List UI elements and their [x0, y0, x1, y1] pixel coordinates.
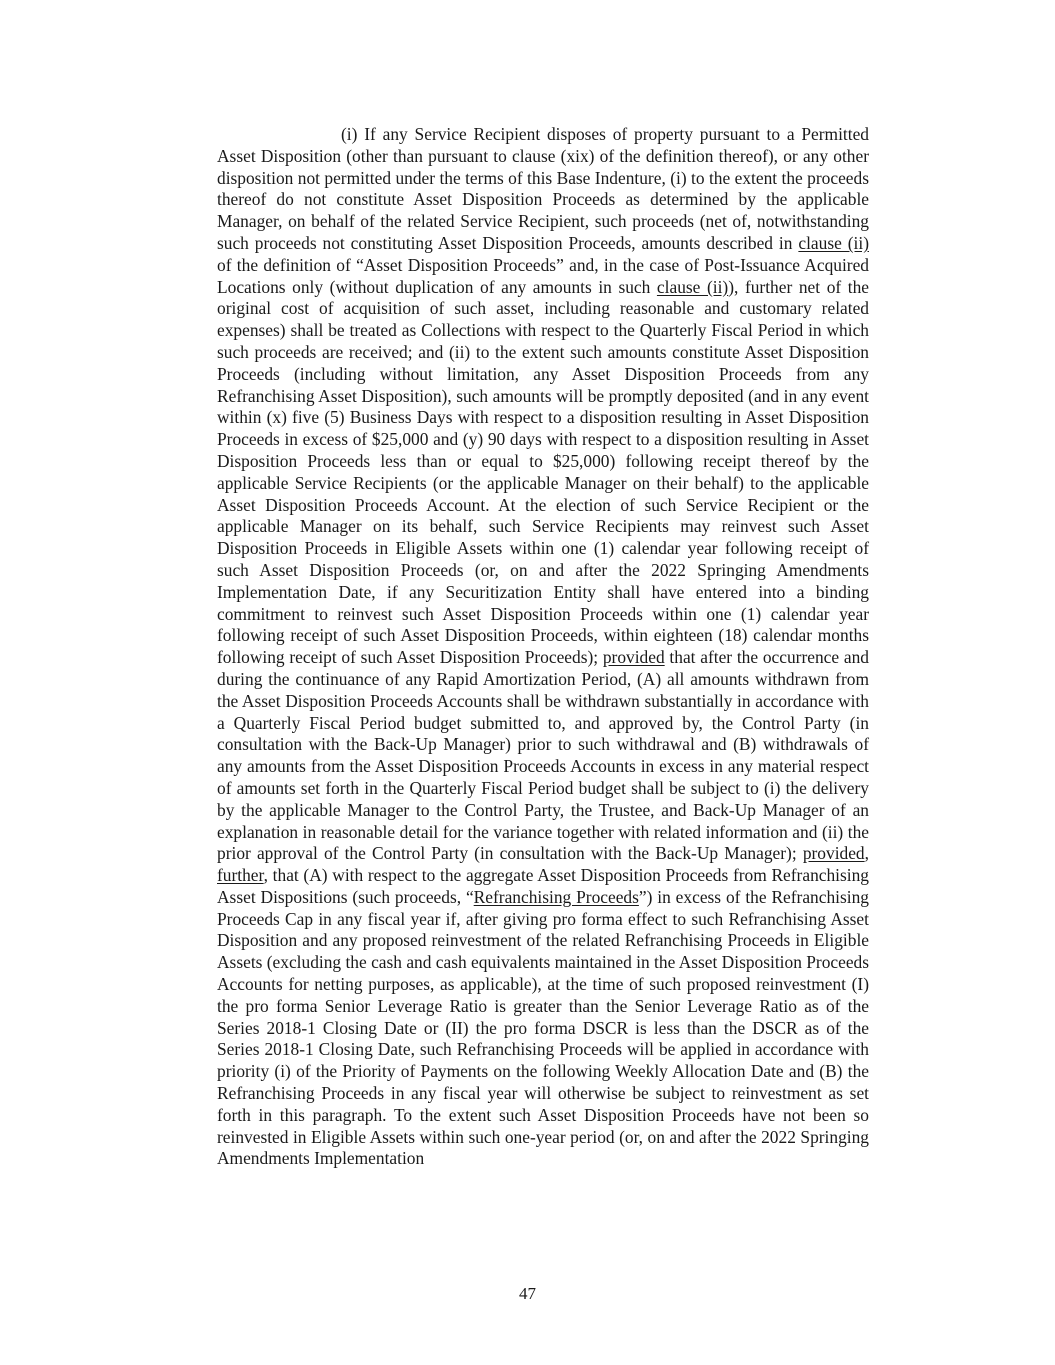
paragraph-text: ”) in excess of the Refranchising Proceeds Cap in any fiscal year if, after giving pro forma effect to such Refranchising Asset Disposition and any proposed reinvestment of the related Refranchising Proceeds in Eligible Assets (excluding the cash and cash equivalents maintained in the Asset Disposition Proceeds Accounts for netting purposes, as applicable), at the time of such proposed reinvestment (I) the pro forma Senior Leverage Ratio is greater than the Senior Leverage Ratio as of the Series 2018-1 Closing Date or (II) the pro forma DSCR is less than the DSCR as of the Series 2018-1 Closing Date, such Refranchising Proceeds will be applied in accordance with priority (i) of the Priority of Payments on the following Weekly Allocation Date and (B) the Refranchising Proceeds in any fiscal year will otherwise be subject to reinvestment as set forth in this paragraph. To the extent such Asset Disposition Proceeds have not been so reinvested in Eligible Assets within such one-year period (or, on and after the 2022 Springing Amendments Implementation [217, 886, 870, 1169]
paragraph-text: , [864, 843, 869, 864]
further-term: further [217, 865, 264, 886]
clause-ii-reference: clause (ii) [656, 276, 729, 297]
paragraph-text: ), further net of the original cost of acquisition of such asset, including reasonable and customary related expenses) shall be treated as Collections with respect to the Quarterly Fiscal Period in which such proceeds are received; and (ii) to the extent such amounts constitute Asset Disposition Proceeds (including without limitation, any Asset Disposition Proceeds from any Refranchising Asset Disposition), such amounts will be promptly deposited (and in any event within (x) five (5) Business Days with respect to a disposition resulting in Asset Disposition Proceeds in excess of $25,000 and (y) 90 days with respect to a disposition resulting in Asset Disposition Proceeds less than or equal to $25,000) following receipt thereof by the applicable Service Recipients (or the applicable Manager on their behalf) to the applicable Asset Disposition Proceeds Account. At the election of such Service Recipient or the applicable Manager on its behalf, such Service Recipients may reinvest such Asset Disposition Proceeds in Eligible Assets within one (1) calendar year following receipt of such Asset Disposition Proceeds (or, on and after the 2022 Springing Amendments Implementation Date, if any Securitization Entity shall have entered into a binding commitment to reinvest such Asset Disposition Proceeds within one (1) calendar year following receipt of such Asset Disposition Proceeds, within eighteen (18) calendar months following receipt of such Asset Disposition Proceeds); [217, 276, 870, 668]
paragraph-text: , that (A) with respect to the aggregate Asset Disposition Proceeds from Refranchising Asset Dispositions (such proceeds, “ [217, 865, 869, 907]
page-number: 47 [519, 1284, 536, 1303]
paragraph-text: of the definition of “Asset Disposition Proceeds” and, in the case of Post-Issuance Acquired Locations only (without duplication of any amounts in such [217, 254, 869, 297]
paragraph-text: (i) If any Service Recipient disposes of property pursuant to a Permitted Asset Disposition (other than pursuant to clause (xix) of the definition thereof), or any other disposition not permitted under the terms of this Base Indenture, (i) to the extent the proceeds thereof do not constitute Asset Disposition Proceeds as determined by the applicable Manager, on behalf of the related Service Recipient, such proceeds (net of, notwithstanding such proceeds not constituting Asset Disposition Proceeds, amounts described in [217, 124, 869, 253]
provided-term: provided [602, 647, 665, 668]
provided-term: provided [802, 843, 865, 864]
paragraph-text: that after the occurrence and during the continuance of any Rapid Amortization Period, (A) all amounts withdrawn from the Asset Disposition Proceeds Accounts shall be withdrawn substantially in accordance with a Quarterly Fiscal Period budget submitted to, and approved by, the Control Party (in consultation with the Back-Up Manager) prior to such withdrawal and (B) withdrawals of any amounts from the Asset Disposition Proceeds Accounts in excess in any material respect of amounts set forth in the Quarterly Fiscal Period budget shall be subject to (i) the delivery by the applicable Manager to the Control Party, the Trustee, and Back-Up Manager of an explanation in reasonable detail for the variance together with related information and (ii) the prior approval of the Control Party (in consultation with the Back-Up Manager); [217, 647, 869, 864]
clause-ii-reference: clause (ii) [798, 232, 869, 253]
refranchising-proceeds-term: Refranchising Proceeds [473, 886, 639, 907]
body-paragraph [217, 124, 869, 1170]
